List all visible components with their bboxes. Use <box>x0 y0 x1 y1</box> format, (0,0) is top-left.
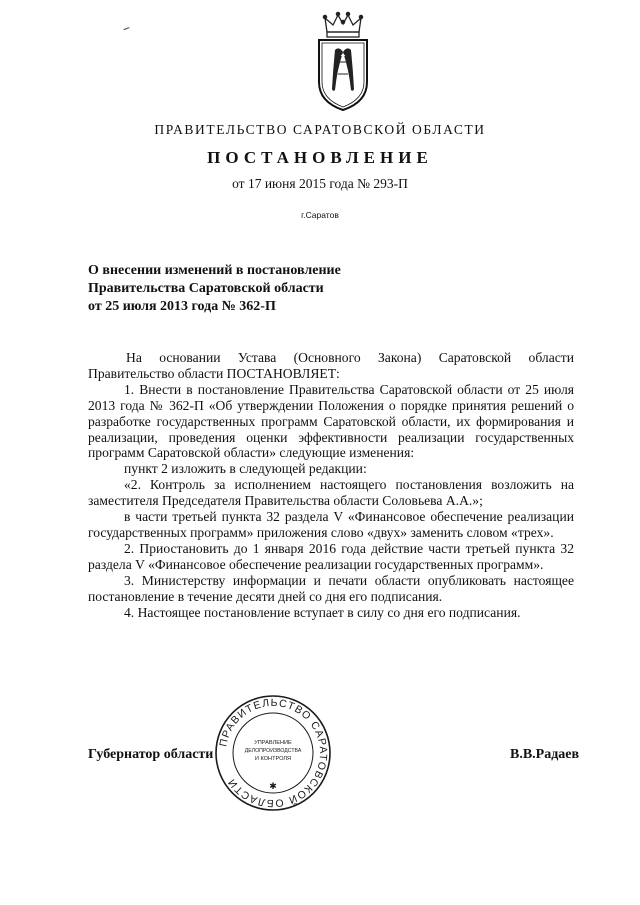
stamp-ring-text: ПРАВИТЕЛЬСТВО САРАТОВСКОЙ ОБЛАСТИ <box>217 696 330 810</box>
document-type: ПОСТАНОВЛЕНИЕ <box>207 148 433 167</box>
signatory-name: В.В.Радаев <box>510 747 580 762</box>
body-paragraph: «2. Контроль за исполнением настоящего постановления возложить на заместителя Председателя Правительства области Соловьева А.А.»; <box>88 477 574 509</box>
subject-line: Правительства Саратовской области <box>88 281 324 296</box>
body-paragraph: 4. Настоящее постановление вступает в силу со дня его подписания. <box>124 604 521 620</box>
stamp-center-text: И КОНТРОЛЯ <box>254 756 292 762</box>
stamp-center-text: ДЕЛОПРОИЗВОДСТВА <box>244 748 302 754</box>
organization-name: ПРАВИТЕЛЬСТВО САРАТОВСКОЙ ОБЛАСТИ <box>154 122 486 137</box>
coat-of-arms-icon <box>313 10 373 112</box>
body-paragraph: в части третьей пункта 32 раздела V «Финансовое обеспечение реализации государственных программ» приложения слово «двух» заменить словом «трех». <box>88 509 574 540</box>
body-paragraph: 3. Министерству информации и печати области опубликовать настоящее постановление в течение десяти дней со дня его подписания. <box>88 572 574 604</box>
document-body <box>88 350 574 620</box>
document-date-number: от 17 июня 2015 года № 293-П <box>232 176 408 191</box>
scan-mark <box>123 27 130 33</box>
subject-line: О внесении изменений в постановление <box>88 263 341 278</box>
document-subject <box>88 262 418 316</box>
body-paragraph: 1. Внести в постановление Правительства Саратовской области от 25 июля 2013 года № 362-П «Об утверждении Положения о порядке принятия решений о разработке государственных программ Саратовской области, их формирования и реализации, проведения оценки эффективности реализации государственных программ Саратовской области» следующие изменения: <box>88 381 574 461</box>
signatory-position: Губернатор области <box>88 747 214 762</box>
subject-line: от 25 июля 2013 года № 362-П <box>88 299 276 314</box>
stamp-star-icon: ✱ <box>269 781 277 791</box>
body-paragraph: 2. Приостановить до 1 января 2016 года действие части третьей пункта 32 раздела V «Финансовое обеспечение реализации государственных программ». <box>88 540 574 572</box>
body-paragraph: На основании Устава (Основного Закона) Саратовской области Правительство области ПОСТАНОВЛЯЕТ: <box>88 350 574 381</box>
document-city: г.Саратов <box>301 210 339 220</box>
stamp-center-text: УПРАВЛЕНИЕ <box>254 740 292 746</box>
official-stamp <box>214 694 332 812</box>
body-paragraph: пункт 2 изложить в следующей редакции: <box>124 461 367 477</box>
